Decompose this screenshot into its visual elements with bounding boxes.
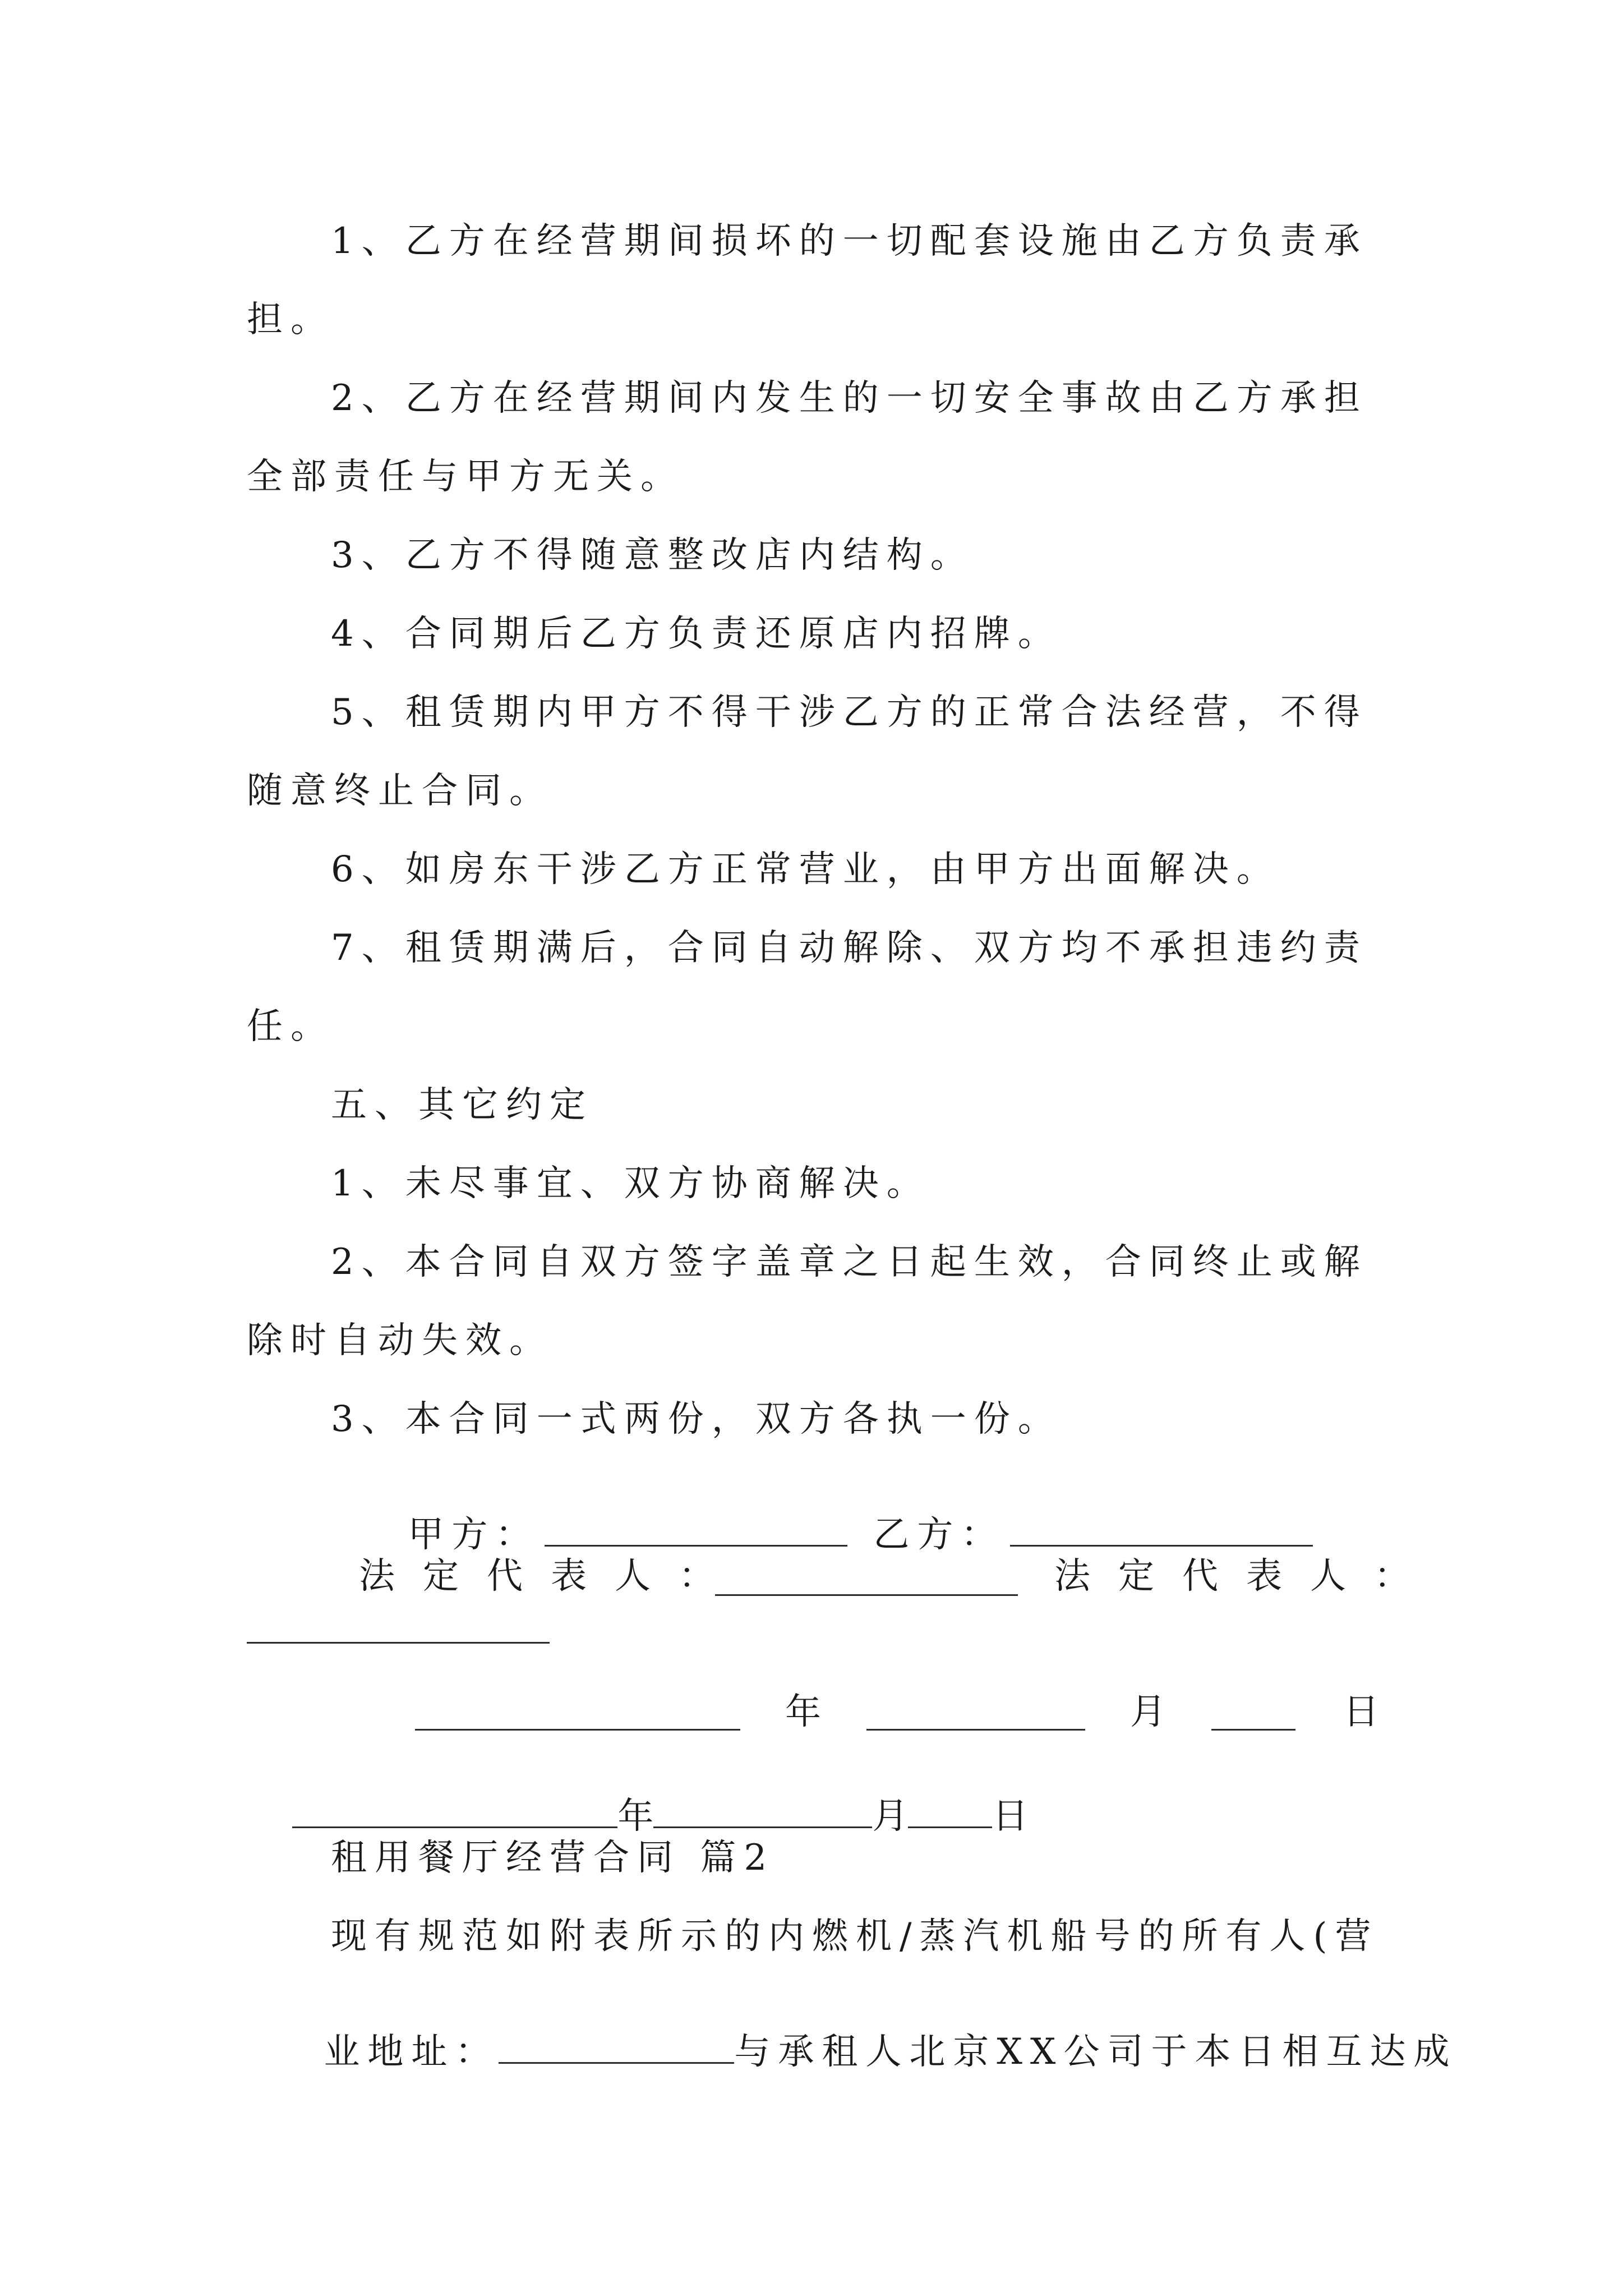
date-1-year-label: 年 (785, 1691, 829, 1733)
date-1-month-blank (866, 1700, 1085, 1731)
party-b-blank (1010, 1516, 1313, 1547)
clause-7-line-2: 任。 (247, 1006, 334, 1047)
part-2-paragraph-line-2-rest: 与承租人北京XX公司于本日相互达成 (734, 2031, 1458, 2073)
date-1-day-blank (1211, 1700, 1295, 1731)
date-2-year-blank (292, 1797, 617, 1828)
legal-rep-b-blank (247, 1613, 550, 1644)
clause-1-line-1: 1、乙方在经营期间损坏的一切配套设施由乙方负责承 (331, 220, 1368, 262)
party-b-label: 乙方： (873, 1514, 1005, 1556)
date-2-day-blank (908, 1797, 992, 1828)
date-2-year-label: 年 (617, 1796, 654, 1837)
date-2-day-label: 日 (992, 1796, 1029, 1837)
legal-rep-a-label: 法定代表人： (359, 1556, 743, 1597)
date-1-month-label: 月 (1130, 1691, 1174, 1733)
party-a-label: 甲方： (408, 1514, 540, 1556)
clause-4: 4、合同期后乙方负责还原店内招牌。 (331, 613, 1062, 655)
section-5-item-3: 3、本合同一式两份，双方各执一份。 (331, 1398, 1062, 1440)
part-2-paragraph-line-2 (247, 1997, 1458, 2106)
date-1-day-label: 日 (1343, 1691, 1387, 1733)
part-2-paragraph-line-1: 现有规范如附表所示的内燃机/蒸汽机船号的所有人(营 (331, 1916, 1379, 1957)
business-address-blank (499, 2033, 734, 2064)
clause-3: 3、乙方不得随意整改店内结构。 (331, 535, 974, 576)
section-5-heading: 五、其它约定 (331, 1084, 593, 1126)
clause-1-line-2: 担。 (247, 299, 334, 341)
clause-2-line-2: 全部责任与甲方无关。 (247, 456, 684, 498)
clause-2-line-1: 2、乙方在经营期间内发生的一切安全事故由乙方承担 (331, 378, 1368, 419)
legal-rep-a-blank (715, 1565, 1018, 1596)
date-1-year-blank (415, 1700, 740, 1731)
clause-5-line-1: 5、租赁期内甲方不得干涉乙方的正常合法经营，不得 (331, 692, 1368, 733)
clause-6: 6、如房东干涉乙方正常营业，由甲方出面解决。 (331, 849, 1280, 890)
business-address-label: 业地址： (324, 2031, 499, 2073)
date-2-month-label: 月 (872, 1796, 909, 1837)
section-5-item-2-line-2: 除时自动失效。 (247, 1320, 553, 1361)
part-2-title: 租用餐厅经营合同 篇2 (331, 1837, 775, 1879)
date-2-month-blank (653, 1797, 872, 1828)
clause-7-line-1: 7、租赁期满后，合同自动解除、双方均不承担违约责 (331, 927, 1368, 969)
clause-5-line-2: 随意终止合同。 (247, 770, 553, 812)
legal-rep-b-label: 法定代表人： (1054, 1556, 1438, 1597)
section-5-item-1: 1、未尽事宜、双方协商解决。 (331, 1163, 930, 1204)
section-5-item-2-line-1: 2、本合同自双方签字盖章之日起生效，合同终止或解 (331, 1241, 1368, 1283)
